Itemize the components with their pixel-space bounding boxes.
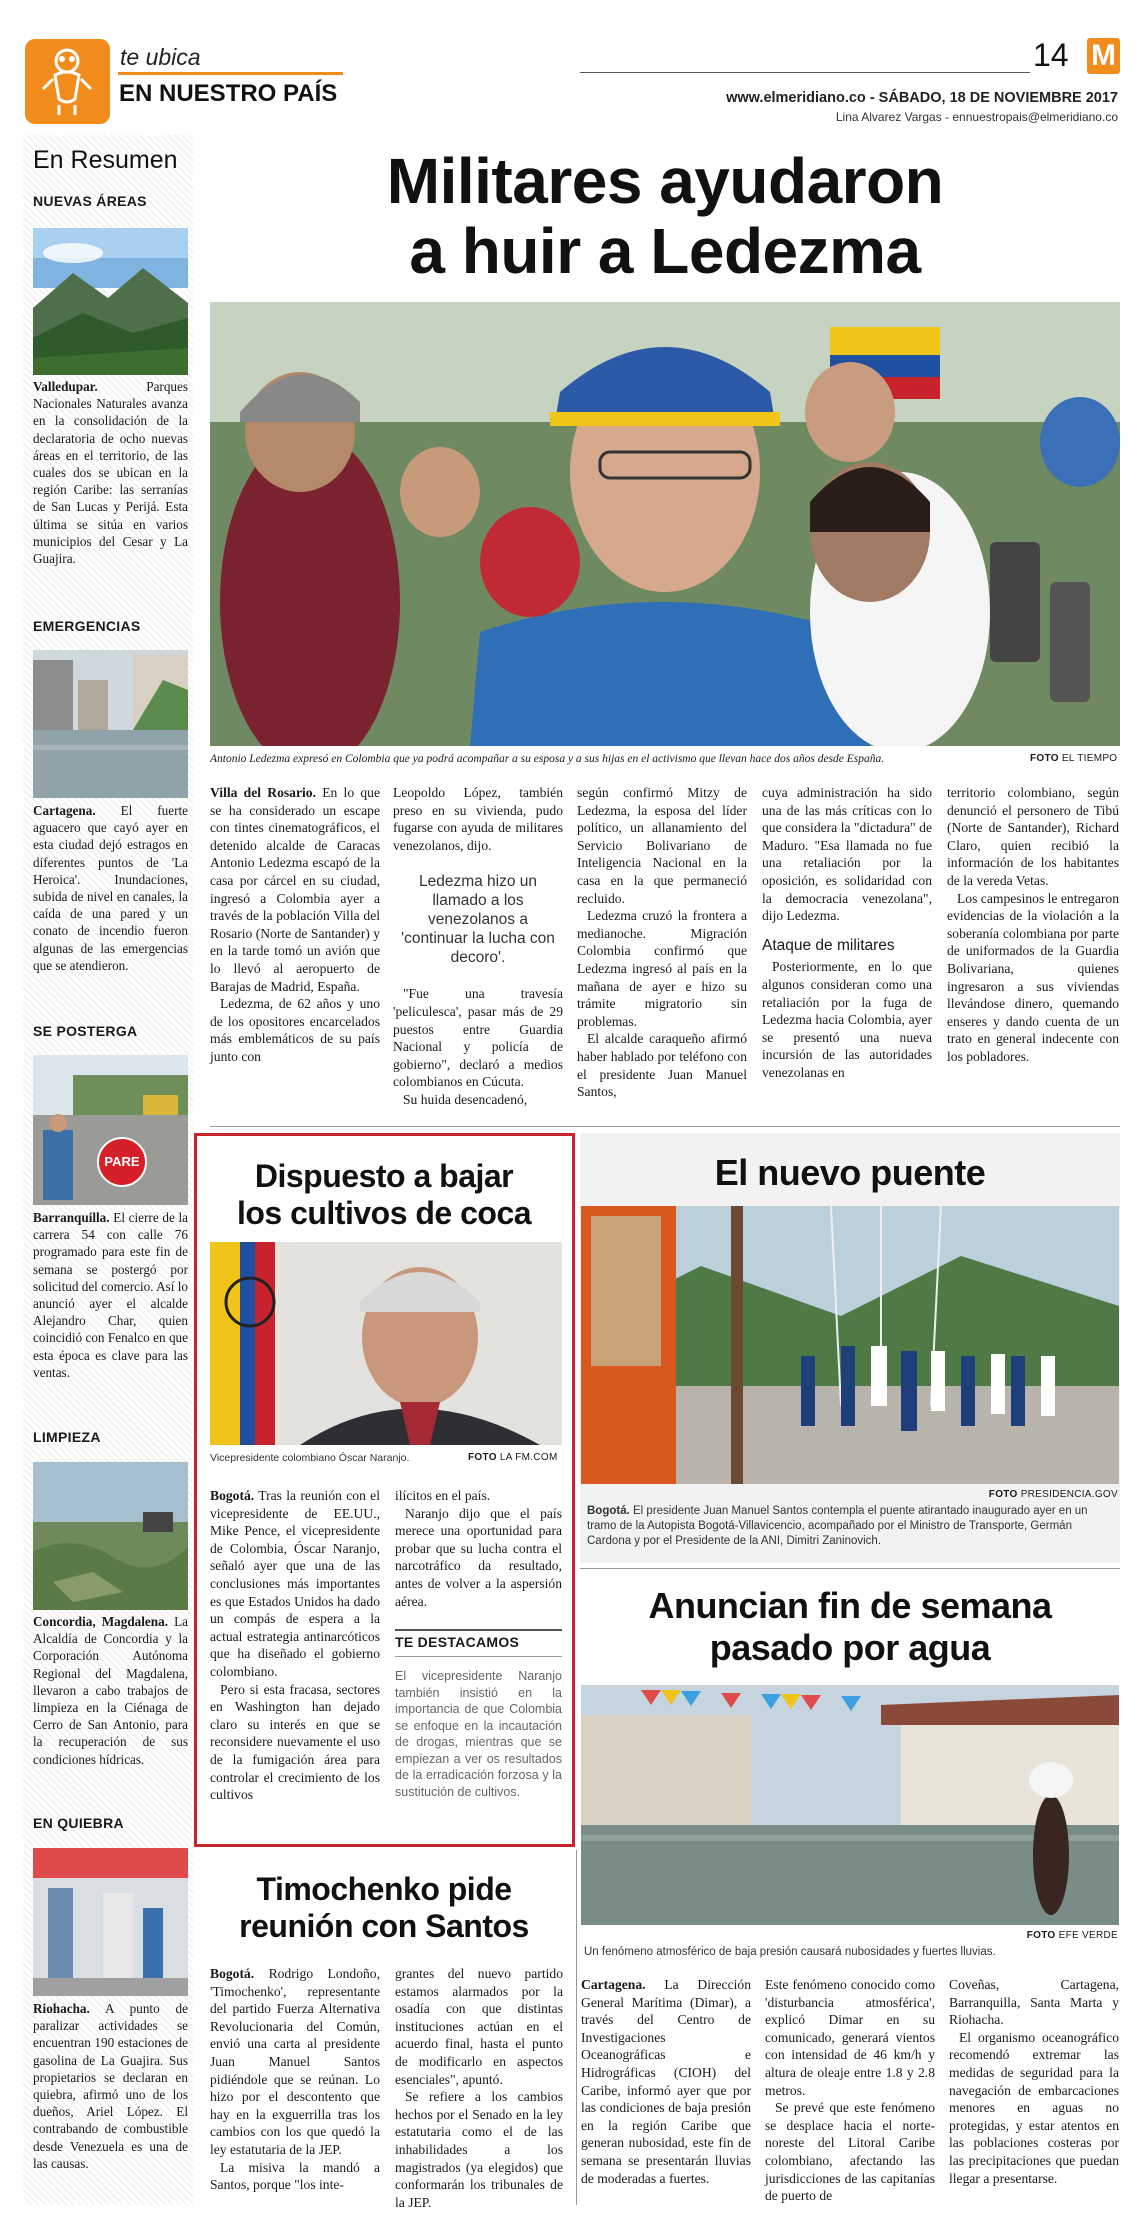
sidebar-item-text: Concordia, Magdalena. La Alcaldía de Concordia y la Corporación Autónoma Regional del Magdalena, llevaron a cabo trabajos de limpieza en la Ciénaga de Cerro de San Antonio, para la recuperación de sus condiciones hídricas. [33, 1614, 188, 1767]
subhead: Ataque de militares [762, 936, 895, 954]
main-headline: Militares ayudaron a huir a Ledezma [386, 145, 944, 287]
section-logo [25, 39, 110, 124]
agua-credit: FOTO EFE VERDE [1026, 1930, 1118, 1941]
main-photo-credit: FOTO EL TIEMPO [1030, 753, 1118, 764]
brand-logo: M [1087, 38, 1120, 74]
sidebar-photo-cienaga [33, 1462, 188, 1610]
main-column-3: según confirmó Mitzy de Ledezma, la esposa del líder político, un allanamiento del Servicio Bolivariano de Inteligencia Nacional en la casa en la que permaneció recluido. Ledezma cruzó la frontera a medianoche. Migración Colombia confirmó que Ledezma ingresó al país en la mañana de ayer e hizo su trámite migratorio sin problemas. El alcalde caraqueño afirmó haber hablado por teléfono con el presidente Juan Manuel Santos, [577, 785, 747, 1100]
sidebar-item-text: Riohacha. A punto de paralizar actividades se encuentran 190 estaciones de gasolina de La Guajira. Sus propietarios se declaran en quiebra, afirmó uno de los dueños, Ariel López. El contrabando de combustible desde Venezuela es una de las causas. [33, 2001, 188, 2171]
sidebar-photo-mountains [33, 228, 188, 375]
main-photo-caption: Antonio Ledezma expresó en Colombia que ya podrá acompañar a su esposa y a sus hijas en el activismo que llevan hace dos años desde España. [210, 753, 885, 765]
owl-mascot-icon [25, 39, 110, 124]
sidebar-item-head: NUEVAS ÁREAS [33, 193, 147, 209]
dateline: www.elmeridiano.co - SÁBADO, 18 DE NOVIEMBRE 2017 [726, 90, 1118, 106]
byline: Lina Alvarez Vargas - ennuestropais@elmeridiano.co [835, 110, 1118, 124]
column-divider [576, 1850, 577, 2205]
section-label-italic: te ubica [120, 44, 201, 70]
highlight-box-rule [395, 1629, 562, 1631]
sidebar-item-text: Barranquilla. El cierre de la carrera 54 con calle 76 programado para este fin de semana se postergó por solicitud del comercio. Así lo anunció ayer el alcalde Alejandro Char, quien coincidió con Fenalco en que esta época es clave para las ventas. [33, 1210, 188, 1380]
coca-column-2: ilícitos en el país. Naranjo dijo que el país merece una oportunidad para probar que su lucha contra el narcotráfico da resultado, antes de volver a la aspersión aérea. [395, 1488, 562, 1609]
sidebar-item-text: Valledupar. Parques Nacionales Naturales avanza en la consolidación de la declaratoria de ocho nuevas áreas en el territorio, de las cuales dos se ubican en la región Caribe: las serranías de San Lucas y Perijá. Esta última se sitúa en varios municipios del Cesar y La Guajira. [33, 379, 188, 567]
agua-caption: Un fenómeno atmosférico de baja presión causará nubosidades y fuertes lluvias. [584, 1946, 996, 1958]
puente-caption: Bogotá. El presidente Juan Manuel Santos contempla el puente atirantado inaugurado ayer en un tramo de la Autopista Bogotá-Villavicencio, acompañado por el Ministro de Transporte, Germán Cardona y por el Presidente de la ANI, Dimitri Zaninovich. [587, 1505, 1088, 1547]
stop-sign-icon: PARE [97, 1137, 147, 1187]
timochenko-headline: Timochenko pide reunión con Santos [239, 1871, 529, 1944]
agua-column-2: Este fenómeno conocido como 'disturbancia atmosférica', explicó Dimar en su comunicado, generará vientos con intensidad de 46 km/h y altura de oleaje entre 1.8 y 2.8 metros. Se prevé que este fenómeno se desplace hacia el norte-noreste del Litoral Caribe colombiano, afectando las jurisdicciones de las capitanías de puerto de [765, 1977, 935, 2204]
sidebar-item-head: LIMPIEZA [33, 1429, 101, 1445]
divider [210, 1126, 1120, 1127]
sidebar-item-head: EN QUIEBRA [33, 1815, 124, 1831]
sidebar-item-text: Cartagena. El fuerte aguacero que cayó ayer en esta ciudad dejó estragos en diferentes puntos de 'La Heroica'. Inundaciones, subida de nivel en canales, la caída de una pared y un conato de incendio fueron algunas de las emergencias que se atendieron. [33, 803, 189, 973]
highlight-box-rule [395, 1656, 562, 1657]
divider [580, 1568, 1120, 1569]
sidebar-title: En Resumen [33, 146, 178, 174]
timochenko-column-1: Bogotá. Rodrigo Londoño, 'Timochenko', representante del partido Fuerza Alternativa Revolucionaria del Común, envió una carta al presidente Juan Manuel Santos pidiéndole que se reúnan. Lo hizo por el descontento que hay en la exguerrilla tras los cambios con los que quedó la ley estatutaria de la JEP. La misiva la mandó a Santos, porque "los inte- [210, 1966, 380, 2193]
puente-headline: El nuevo puente [714, 1152, 986, 1193]
sidebar-photo-flood [33, 650, 188, 798]
section-rule [118, 72, 343, 75]
coca-headline: Dispuesto a bajar los cultivos de coca [236, 1158, 532, 1231]
pull-quote: Ledezma hizo un llamado a los venezolanos a 'continuar la lucha con decoro'. [401, 873, 555, 967]
main-column-2: Leopoldo López, también preso en su vivienda, pudo fugarse con ayuda de militares venezolanos, dijo. Ledezma hizo un llamado a los venezolanos a 'continuar la lucha con decoro'. "Fue una travesía 'peliculesca', pasar más de 29 puestos entre Guardia Nacional y policía de gobierno", declaró a medios colombianos en Cúcuta. Su huida desencadenó, [393, 785, 563, 1107]
section-label-bold: EN NUESTRO PAÍS [119, 80, 338, 107]
main-photo-ledezma [210, 302, 1120, 746]
sidebar-item-head: EMERGENCIAS [33, 618, 141, 634]
coca-photo-naranjo [210, 1242, 562, 1445]
header-top-rule [580, 72, 1030, 73]
coca-credit: FOTO LA FM.COM [468, 1452, 558, 1463]
page-number: 14 [1033, 37, 1069, 73]
main-column-1: Villa del Rosario. En lo que se ha considerado un escape con tintes cinematográficos, el detenido alcalde de Caracas Antonio Ledezma escapó de la casa por cárcel en su ciudad, ingresó a Colombia ayer a través de la población Villa del Rosario (Norte de Santander) y en la tarde tomó un avión que lo llevó al aeropuerto de Barajas de Madrid, España. Ledezma, de 62 años y uno de los opositores encarcelados más emblemáticos de su país junto con [210, 785, 380, 1064]
agua-headline: Anuncian fin de semana pasado por agua [648, 1585, 1052, 1668]
sidebar-photo-gas-station [33, 1848, 188, 1996]
highlight-box-head: TE DESTACAMOS [395, 1634, 520, 1650]
puente-photo [581, 1206, 1119, 1484]
timochenko-column-2: grantes del nuevo partido estamos alarmados por la osadía con que distintas instituciones actúan en el acuerdo final, hasta el punto de modificarlo en aspectos esenciales", apuntó. Se refiere a los cambios hechos por el Senado en la ley estatutaria como el de las inhabilidades a los magistrados (ya elegidos) que conformarán los tribunales de la JEP. [395, 1966, 563, 2210]
agua-column-3: Coveñas, Cartagena, Barranquilla, Santa Marta y Riohacha. El organismo oceanográfico recomendó extremar las medidas de seguridad para la navegación de embarcaciones menores en aguas no protegidas, y estar atentos en las poblaciones costeras por las precipitaciones que puedan llegar a presentarse. [949, 1977, 1119, 2186]
main-column-5: territorio colombiano, según denunció el personero de Tibú (Norte de Santander), Richard Claro, quien recibió la información de los habitantes de la vereda Vetas. Los campesinos le entregaron evidencias de la violación a la soberanía colombiana por parte de uniformados de la Guardia Bolivariana, quienes ingresaron a sus viviendas llevándose dinero, quemando enseres y dando cuenta de un trato en general indecente con los pobladores. [947, 785, 1119, 1064]
highlight-box-text: El vicepresidente Naranjo también insistió en la importancia de que Colombia se enfoque en la incautación de drogas, mientras que se empiezan a ver os resultados de la erradicación forzosa y la sustitución de cultivos. [395, 1669, 562, 1799]
main-column-4: cuya administración ha sido una de las más críticas con lo que considera la "dictadura" de Maduro. "Esa llamada no fue una retaliación por la oposición, es solidaridad con la democracia venezolana", dijo Ledezma. Ataque de militares Posteriormente, en lo que algunos consideran como una retaliación por la fuga de Ledezma hacia Colombia, ayer se presentó una nueva incursión de las autoridades venezolanas en [762, 785, 932, 1080]
coca-caption: Vicepresidente colombiano Óscar Naranjo. [210, 1452, 410, 1464]
sidebar-item-head: SE POSTERGA [33, 1023, 138, 1039]
agua-photo-flood [581, 1685, 1119, 1925]
coca-column-1: Bogotá. Tras la reunión con el vicepresidente de EE.UU., Mike Pence, el vicepresidente de Colombia, Óscar Naranjo, señaló ayer que una de las conclusiones más importantes es que Estados Unidos ha dado un compás de espera a la actual estrategia antinarcóticos que ha diseñado el gobierno colombiano. Pero si esta fracasa, sectores en Washington han dejado claro su interés en que se reconsidere nuevamente el uso de la fumigación área para controlar el crecimiento de los cultivos [210, 1488, 380, 1803]
puente-credit: FOTO PRESIDENCIA.GOV [988, 1489, 1118, 1500]
agua-column-1: Cartagena. La Dirección General Marítima (Dimar), a través del Centro de Investigaciones Oceanográficas e Hidrográficas (CIOH) del Caribe, informó ayer que por las condiciones de baja presión en la región Caribe que generan nubosidad, este fin de semana se presentarán lluvias de moderadas a fuertes. [581, 1977, 751, 2186]
